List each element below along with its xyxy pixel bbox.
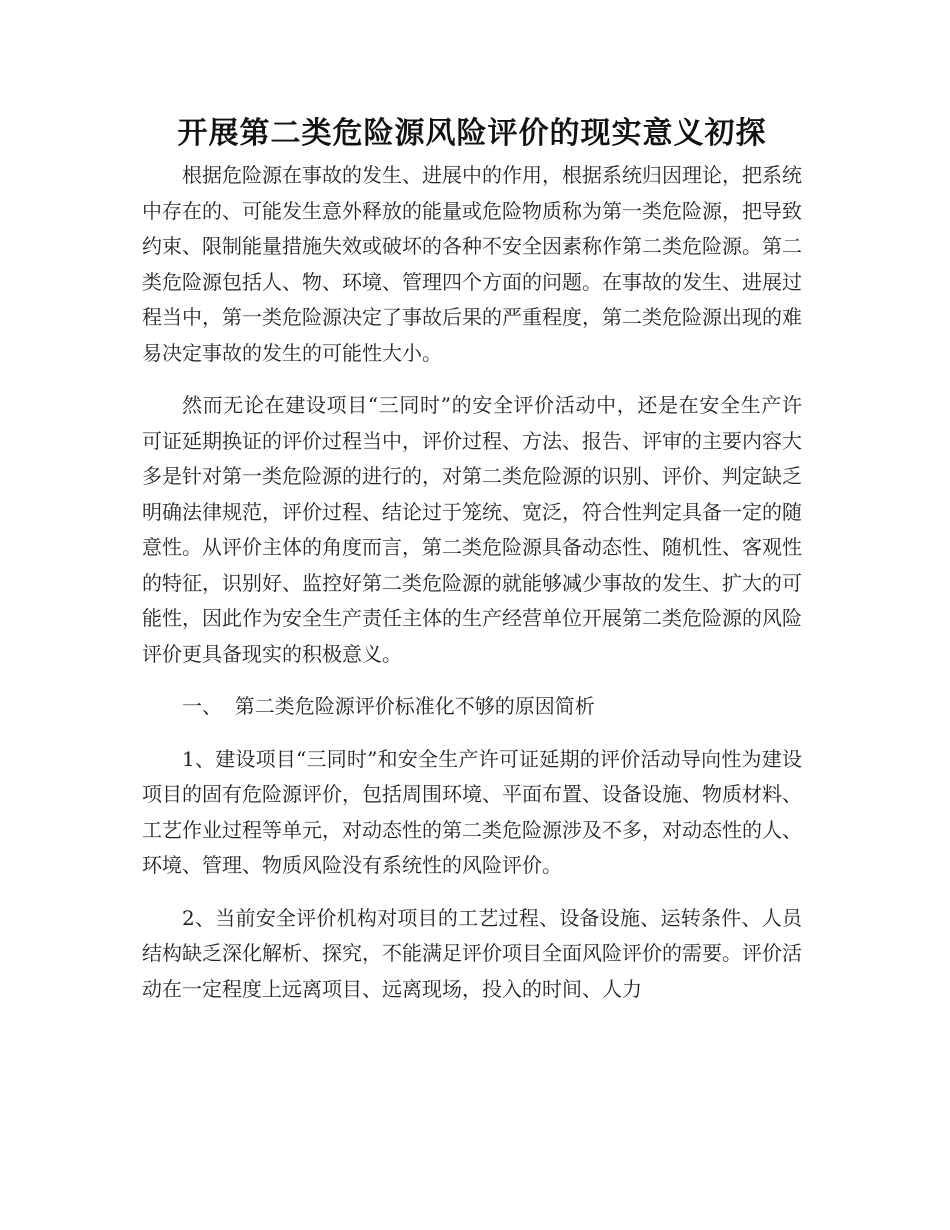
document-title: 开展第二类危险源风险评价的现实意义初探 [177, 116, 767, 151]
list-item-reason-2: 2、当前安全评价机构对项目的工艺过程、设备设施、运转条件、人员结构缺乏深化解析、探究，不能满足评价项目全面风险评价的需要。评价活动在一定程度上远离项目、远离现场，投入的时间、人力 [142, 905, 802, 1001]
section-heading: 一、 第二类危险源评价标准化不够的原因简析 [182, 694, 595, 718]
list-item-reason-1: 1、建设项目“三同时”和安全生产许可证延期的评价活动导向性为建设项目的固有危险源评价，包括周围环境、平面布置、设备设施、物质材料、工艺作业过程等单元，对动态性的第二类危险源涉及不多，对动态性的人、环境、管理、物质风险没有系统性的风险评价。 [142, 746, 802, 877]
document-page [142, 112, 802, 1024]
paragraph-evaluation-significance: 然而无论在建设项目“三同时”的安全评价活动中，还是在安全生产许可证延期换证的评价过程当中，评价过程、方法、报告、评审的主要内容大多是针对第一类危险源的进行的，对第二类危险源的识别、评价、判定缺乏明确法律规范，评价过程、结论过于笼统、宽泛，符合性判定具备一定的随意性。从评价主体的角度而言，第二类危险源具备动态性、随机性、客观性的特征，识别好、监控好第二类危险源的就能够减少事故的发生、扩大的可能性，因此作为安全生产责任主体的生产经营单位开展第二类危险源的风险评价更具备现实的积极意义。 [142, 393, 802, 666]
paragraph-hazard-definition: 根据危险源在事故的发生、进展中的作用，根据系统归因理论，把系统中存在的、可能发生意外释放的能量或危险物质称为第一类危险源，把导致约束、限制能量措施失效或破坏的各种不安全因素称作第二类危险源。第二类危险源包括人、物、环境、管理四个方面的问题。在事故的发生、进展过程当中，第一类危险源决定了事故后果的严重程度，第二类危险源出现的难易决定事故的发生的可能性大小。 [142, 163, 802, 365]
